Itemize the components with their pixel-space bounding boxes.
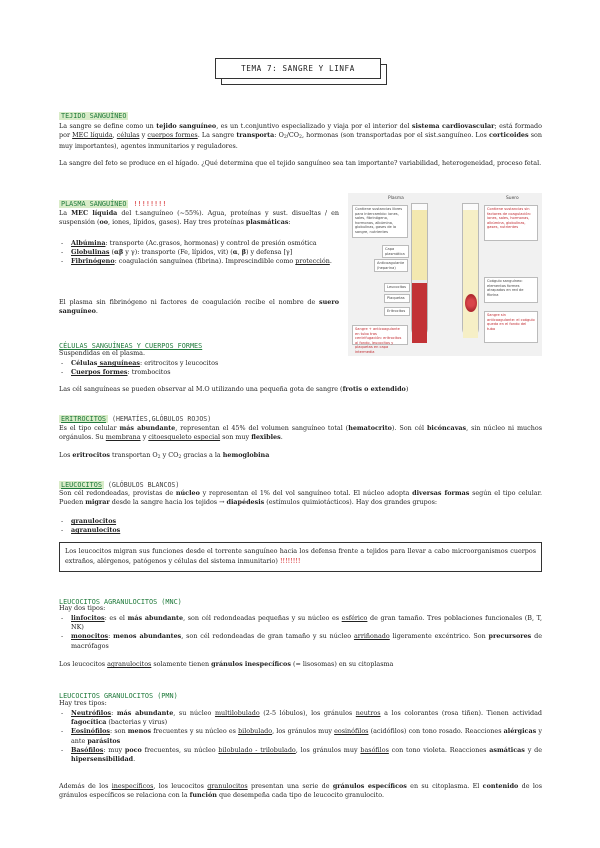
list-item: - agranulocitos (59, 526, 542, 535)
paragraph-granulocitos-2: Además de los inespecíficos, los leucocitos granulocitos presentan una serie de gránulos específicos en su citoplasma. El contenido de los gránulos específicos se relaciona con la función que desempeña cada tipo de leucocito granulocito. (59, 782, 543, 800)
paragraph-agranulocitos-1: Hay dos tipos: (59, 604, 106, 612)
list-granulocitos (59, 709, 542, 764)
list-item: - Albúmina: transporte (Ac.grasos, hormonas) y control de presión osmótica (59, 239, 339, 248)
paragraph-celulas-1: Suspendidas en el plasma. (59, 349, 146, 357)
tube-red-cells (412, 283, 427, 343)
label-plasma-layer: Capa plasmática (382, 245, 409, 258)
paragraph-tejido-1: La sangre se define como un tejido sanguíneo, es un t.conjuntivo especializado y viaja por el interior del sistema cardiovascular; está formado por MEC líquida, células y cuerpos formes. La sangre transporta: $O_2/CO_2$, hormonas (son transportadas por el sist.sanguíneo. Los corticoides son muy importantes), agentes inmunitarios y reguladores. (59, 122, 542, 151)
list-plasma-proteins (59, 239, 339, 267)
section-heading-plasma: PLASMA SANGUÍNEO !!!!!!!! (61, 200, 167, 208)
list-celulas (59, 359, 542, 377)
list-item: - Globulinas (αβ y γ): transporte (Fe, lípidos, vit) (α, β) y defensa [γ] (59, 248, 339, 257)
attention-marks: !!!!!!!! (133, 200, 167, 208)
label-serum-contents: Contiene sustancias sin factores de coagulación: iones, sales, hormonas, albúmina, globulinas, gases, nutrientes (484, 205, 538, 241)
list-item: - linfocitos: es el más abundante, son cél redondeadas pequeñas y su núcleo es esférico de gran tamaño. Tres poblaciones funcionales (B, T, NK) (59, 614, 542, 632)
label-leukocytes: Leucocitos (384, 283, 410, 292)
list-leucocitos (59, 517, 542, 535)
section-heading-leucocitos: LEUCOCITOS (GLÓBULOS BLANCOS) (61, 481, 180, 489)
tube-serum (462, 203, 479, 337)
label-plasma-contents: Contiene sustancias libres para intercambio: iones, sales, fibrinógeno, hormonas, albúmina, globulinas, gases de la sangre, nutrientes (352, 205, 408, 238)
list-item: - Neutrófilos: más abundante, su núcleo multilobulado (2-5 lóbulos), los gránulos neutros a los colorantes (rosa tiñen). Tienen actividad fagocítica (bacterias y virus) (59, 709, 542, 727)
list-agranulocitos (59, 614, 542, 651)
tube-plasma (411, 203, 428, 337)
paragraph-eritrocitos-1: Es el tipo celular más abundante, representan el 45% del volumen sanguíneo total (hematocrito). Son cél bicóncavas, sin núcleo ni muchos orgánulos. Su membrana y citoesqueleto especial son muy flexibles. (59, 424, 542, 442)
label-anticoagulant: Anticoagulante (heparina) (374, 259, 408, 272)
section-heading-tejido: TEJIDO SANGUÍNEO (61, 112, 127, 120)
blood-tubes-figure (348, 193, 542, 356)
tube-clot (465, 294, 477, 312)
list-item: - Basófilos: muy poco frecuentes, su núcleo bilobulado - trilobulado, los gránulos muy basófilos con tono violeta. Reacciones asmáticas y de hipersensibilidad. (59, 746, 542, 764)
list-item: - granulocitos (59, 517, 542, 526)
label-plasma-bottom: Sangre + anticoagulante en tubo tras centrifugación: eritrocitos al fondo, leucocitos y plaquetas en capa intermedia (352, 325, 408, 345)
section-heading-agranulocitos: LEUCOCITOS AGRANULOCITOS (MNC) (59, 598, 182, 606)
section-heading-eritrocitos: ERITROCITOS (HEMATÍES,GLÓBULOS ROJOS) (61, 415, 212, 423)
tube-plasma-layer (412, 210, 427, 280)
highlight-box-leucocitos: Los leucocitos migran sus funciones desde el torrente sanguíneo hacia los defensa frente a tejidos para llevar a cabo microorganismos cuerpos extraños, alérgenos, patógenos y células del sistema inmunitario) !!!!!!!! (59, 542, 542, 572)
paragraph-leucocitos-1: Son cél redondeadas, provistas de núcleo y representan el 1% del vol sanguíneo total. El núcleo adopta diversas formas según el tipo celular. Pueden migrar desde la sangre hacia los tejidos → diapédesis (estímulos quimiotácticos). Hay dos grandes grupos: (59, 489, 542, 507)
section-heading-granulocitos: LEUCOCITOS GRANULOCITOS (PMN) (59, 692, 178, 700)
paragraph-celulas-2: Las cél sanguíneas se pueden observar al M.O utilizando una pequeña gota de sangre (frotis o extendido) (59, 385, 409, 393)
list-item: - monocitos: menos abundantes, son cél redondeadas de gran tamaño y su núcleo arriñonado ligeramente excéntrico. Son precursores de macrófagos (59, 632, 542, 650)
label-erythrocytes: Eritrocitos (384, 307, 410, 316)
section-heading-celulas: CÉLULAS SANGUÍNEAS Y CUERPOS FORMES (59, 342, 203, 350)
paragraph-plasma-1: La MEC líquida del t.sanguíneo (~55%). Agua, proteínas y sust. disueltas / en suspensión (oo, iones, lípidos, gases). Hay tres proteínas plasmáticas: (59, 209, 339, 227)
label-serum-bottom: Sangre sin anticoagulante: el coágulo queda en el fondo del tubo (484, 311, 538, 343)
tube-serum-layer (463, 210, 478, 338)
list-item: - Fibrinógeno: coagulación sanguínea (fibrina). Imprescindible como protección. (59, 257, 339, 266)
page-title: TEMA 7: SANGRE Y LINFA (215, 58, 381, 79)
label-platelets: Plaquetas (384, 294, 410, 303)
paragraph-tejido-2: La sangre del feto se produce en el hígado. ¿Qué determina que el tejido sanguíneo sea tan importante? variabilidad, heterogeneidad, proceso fetal. (59, 159, 542, 167)
list-item: - Cuerpos formes: trombocitos (59, 368, 542, 377)
list-item: - Células sanguíneas: eritrocitos y leucocitos (59, 359, 542, 368)
paragraph-agranulocitos-2: Los leucocitos agranulocitos solamente tienen gránulos inespecíficos (= lisosomas) en su citoplasma (59, 660, 394, 668)
figure-header-serum: Suero (506, 196, 519, 201)
paragraph-eritrocitos-2: Los eritrocitos transportan $O_2$ y $CO_2$ gracias a la hemoglobina (59, 451, 270, 460)
title-banner (215, 58, 387, 85)
label-clot: Coágulo sanguíneo: elementos formes atrapados en red de fibrina (484, 277, 538, 303)
list-item: - Eosinófilos: son menos frecuentes y su núcleo es bilobulado, los gránulos muy eosinófilos (acidófilos) con tono rosado. Reacciones alérgicas y ante parásitos (59, 727, 542, 745)
figure-header-plasma: Plasma (388, 196, 404, 201)
paragraph-granulocitos-1: Hay tres tipos: (59, 699, 107, 707)
paragraph-plasma-2: El plasma sin fibrinógeno ni factores de coagulación recibe el nombre de suero sanguíneo. (59, 298, 339, 316)
